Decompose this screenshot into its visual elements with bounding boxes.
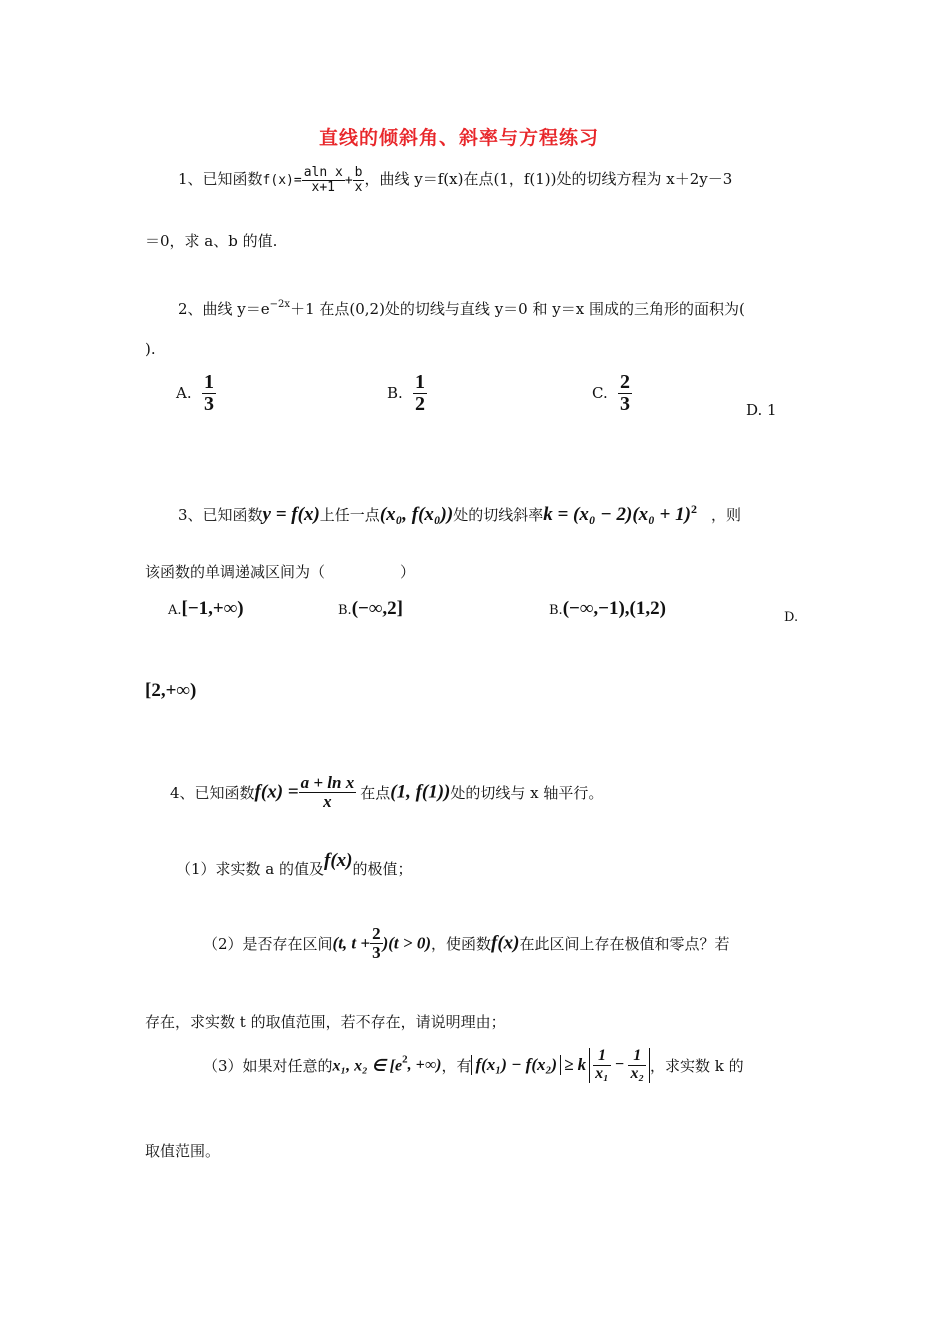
q4-p2-lead: （2）是否存在区间 [203, 934, 333, 953]
q2-option-b-label: B. [387, 383, 403, 402]
q4-fraction [299, 774, 357, 811]
q2-option-a-den: 3 [204, 393, 214, 415]
q1-frac1-num: aln x [303, 165, 343, 180]
q3-slope-exponent: 2 [690, 502, 697, 516]
q4-p3-ge: ≥ k [564, 1055, 587, 1075]
q4-point: (1, f(1)) [390, 781, 451, 803]
q3-option-c-value: (−∞,−1),(1,2) [562, 598, 666, 619]
q3-option-a-label: A. [168, 603, 182, 618]
q4-p3-f2-den: x₂ [630, 1064, 645, 1082]
q2-option-b-fraction [413, 372, 427, 415]
q4-p2-line-2: 存在，求实数 t 的取值范围，若不存在，请说明理由； [145, 1013, 506, 1031]
q1-fraction-2 [353, 166, 365, 194]
q1-frac1-den: x+1 [311, 179, 335, 195]
q3-option-c-label: B. [549, 603, 563, 618]
q2-option-b-den: 2 [415, 393, 425, 415]
q4-p3-lead: （3）如果对任意的 [203, 1056, 333, 1075]
q2-exponent: −2x [269, 299, 291, 310]
q4-p3-mid: ，有 [441, 1056, 472, 1075]
q4-p2-interval-b: )(t > 0) [382, 933, 431, 953]
q3-option-b [338, 598, 403, 620]
q4-p3-set-exponent: 2 [402, 1053, 408, 1066]
q4-p2-frac-num: 2 [372, 924, 381, 943]
q2-option-b-num: 1 [415, 371, 425, 393]
q3-option-b-label: B. [338, 603, 352, 618]
q2-option-d-value: 1 [767, 401, 777, 419]
q3-line-2: 该函数的单调递减区间为（ ） [145, 563, 416, 581]
question-2 [178, 298, 745, 319]
question-4 [170, 774, 603, 811]
q3-option-a-value: [−1,+∞) [181, 598, 244, 619]
q4-p3-line-2: 取值范围。 [145, 1142, 221, 1160]
q3-mid-2: 处的切线斜率 [453, 506, 544, 524]
q4-p3-f1-num: 1 [593, 1048, 611, 1066]
q2-option-a [176, 372, 216, 415]
q4-p2-tail: 在此区间上存在极值和零点？若 [519, 934, 730, 953]
q1-lead: 1、已知函数 [178, 170, 263, 189]
q3-option-b-value: (−∞,2] [351, 598, 403, 619]
q4-p3-abs: f(x₁) − f(x₂) [471, 1055, 561, 1075]
q3-option-d-label: D. [784, 610, 799, 625]
q4-p3-tail: ，求实数 k 的 [650, 1056, 744, 1075]
q4-p3-abs-2 [589, 1048, 650, 1083]
page-title: 直线的倾斜角、斜率与方程练习 [319, 127, 600, 149]
q2-option-c-den: 3 [620, 393, 630, 415]
q4-p3-fraction-1 [593, 1048, 611, 1083]
q1-line-2: ＝0，求 a、b 的值. [145, 232, 278, 250]
q2-option-c-label: C. [592, 383, 608, 402]
q4-p3-f1-den: x₁ [595, 1064, 609, 1082]
q2-option-c-num: 2 [620, 371, 630, 393]
q2-option-c-fraction [618, 372, 632, 415]
q4-lead: 4、已知函数 [170, 783, 255, 802]
q2-line-2: ). [145, 340, 156, 358]
q2-option-a-fraction [202, 372, 216, 415]
q4-p3-fraction-2 [628, 1048, 646, 1083]
q2-option-d-label: D. [746, 401, 763, 419]
question-1 [178, 166, 732, 194]
q4-fx: f(x) = [254, 781, 299, 803]
q4-p3-minus: − [614, 1056, 625, 1074]
q2-tail: ＋1 在点(0,2)处的切线与直线 y＝0 和 y＝x 围成的三角形的面积为( [290, 300, 745, 318]
q2-option-a-num: 1 [204, 371, 214, 393]
q4-part-2 [203, 925, 730, 962]
q4-p3-set: x₁, x₂ ∈ [e [332, 1057, 403, 1075]
q1-frac2-num: b [354, 165, 363, 180]
q4-frac-den: x [323, 791, 332, 811]
q4-p3-f2-num: 1 [628, 1048, 646, 1066]
q4-p1-fx: f(x) [324, 850, 353, 871]
q4-part-3 [203, 1048, 744, 1083]
q1-fx: f(x)= [262, 173, 302, 189]
q4-p2-interval-a: (t, t + [332, 933, 371, 953]
q2-option-a-label: A. [176, 383, 192, 402]
q3-point: (x₀, f(x₀)) [379, 504, 454, 525]
q3-lead: 3、已知函数 [178, 506, 263, 524]
q3-tail: ，则 [710, 506, 741, 524]
q4-tail: 处的切线与 x 轴平行。 [450, 783, 604, 802]
q4-p3-set-tail: , +∞) [407, 1056, 442, 1074]
q4-p2-frac-den: 3 [372, 942, 381, 962]
q3-slope: k = (x₀ − 2)(x₀ + 1) [543, 504, 691, 525]
q4-p2-fraction [370, 925, 383, 962]
q1-fraction-1 [302, 166, 345, 194]
q2-option-b [387, 372, 427, 415]
q2-option-c [592, 372, 632, 415]
q3-option-c [549, 598, 666, 620]
q1-plus: + [344, 173, 353, 189]
q4-p1-lead: （1）求实数 a 的值及 [176, 860, 325, 878]
q3-option-d-value: [2,+∞) [145, 680, 197, 701]
q4-p1-tail: 的极值； [352, 860, 413, 878]
q4-mid: 在点 [360, 783, 391, 802]
q1-frac2-den: x [354, 179, 363, 195]
q3-function: y = f(x) [262, 504, 320, 525]
question-3 [178, 502, 741, 526]
q4-p2-fx: f(x) [491, 932, 520, 954]
q1-tail: ，曲线 y＝f(x)在点(1，f(1))处的切线方程为 x＋2y－3 [364, 170, 733, 189]
q4-p2-mid: ，使函数 [431, 934, 492, 953]
q2-option-d [746, 401, 777, 419]
q3-mid-1: 上任一点 [319, 506, 380, 524]
q4-part-1 [176, 850, 413, 880]
q4-frac-num: a + ln x [300, 773, 355, 792]
q2-lead: 2、曲线 y＝e [178, 300, 270, 318]
q3-option-a [168, 598, 244, 620]
